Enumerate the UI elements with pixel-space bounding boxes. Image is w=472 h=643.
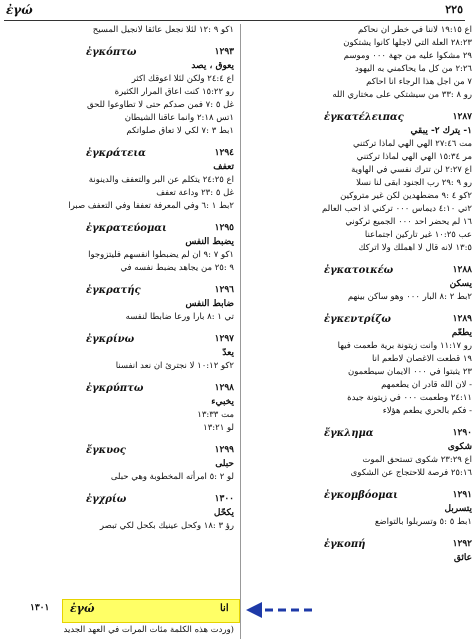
entry-meaning: يضبط النفس (185, 237, 234, 247)
text-line: ٢كو ١٠:١٢ لا نجترئ ان نعد انفسنا (115, 361, 234, 371)
text-line: ١كو ٧ :٩ ان لم يضبطوا انفسهم فليتزوجوا (88, 250, 234, 260)
highlighted-greek-word: ἐγώ (70, 602, 95, 615)
greek-word: ἐγκόπτω (86, 47, 137, 58)
entry-heading: ١٢٩٨ ἐγκρύπτω (86, 383, 234, 394)
entry-heading: ١٢٨٧ ἐγκατέλειπας (324, 112, 472, 123)
header-rule (4, 20, 465, 21)
highlighted-entry-number: ١٣٠١ (30, 603, 50, 613)
entry-heading: ١٢٩٣ ἐγκόπτω (86, 47, 234, 58)
text-line: اع ٢:٢٧ لن تترك نفسي في الهاوية (351, 165, 472, 175)
page-number: ٢٢٥ (445, 3, 463, 16)
text-line: رو ١٥:٢٢ كنت اعاق المرار الكثيرة (114, 87, 234, 97)
entry-meaning: شكوى (447, 442, 472, 452)
greek-word: ἐγκατέλειπας (324, 112, 404, 123)
greek-word: ἐγκρατής (86, 285, 141, 296)
entry-heading: ١٢٨٨ ἐγκατοικέω (324, 265, 472, 276)
greek-word: ἐγκοπή (324, 539, 366, 550)
entry-meaning: ضابط النفس (185, 299, 234, 309)
entry-heading: ١٢٩٢ ἐγκοπή (324, 539, 472, 550)
text-line: مر ١٥:٣٤ الهي الهي لماذا تركتني (356, 152, 472, 162)
entry-meaning: يطعّم (451, 328, 472, 338)
entry-meaning: يكحّل (213, 508, 234, 518)
entry-meaning: يخبيء (211, 397, 234, 407)
arrow-left-icon (244, 599, 314, 621)
entry-heading: ١٢٩٩ ἔγκυος (86, 445, 234, 456)
text-line: اع ٢٣:٢٩ شكوى تستحق الموت (362, 455, 472, 465)
text-line: - لان الله قادر ان يطعمهم (381, 380, 472, 390)
greek-word: ἐγκρατεύομαι (86, 223, 167, 234)
text-line: رو ١١:١٧ وانت زيتونة برية طعمت فيها (337, 341, 472, 351)
left-column (6, 24, 234, 533)
text-line: ١بط ٣ :٧ لكي لا تعاق صلواتكم (126, 126, 234, 136)
text-line: ١٦ لم يحضر احد ٠٠٠ الجميع تركوني (345, 217, 472, 227)
text-line: ١بط ٥ :٥ وتسربلوا بالتواضع (374, 517, 472, 527)
entry-meaning: تعفف (213, 162, 234, 172)
text-line: ٢٥:١٦ فرصة للاحتجاج عن الشكوى (350, 468, 472, 478)
text-line: ١٣:٥ لانه قال لا اهملك ولا اتركك (358, 243, 472, 253)
text-line: ٢٩ مشكوا عليه من جهة ٠٠٠ وموسم (343, 51, 472, 61)
right-column (244, 24, 472, 565)
text-line: اع ١٩:١٥ لاننا في خطر ان نحاكم (358, 25, 472, 35)
text-line: ٢٣ يثبتوا في ٠٠٠ الايمان سيطعمون (348, 367, 472, 377)
text-line: ٩ :٢٥ من يجاهد يضبط نفسه في (120, 263, 234, 273)
text-line: ٢بط ٢ :٨ البار ٠٠٠ وهو ساكن بينهم (347, 292, 472, 302)
entry-meaning: عائق (453, 553, 472, 563)
entry-heading: ١٢٨٩ ἐγκεντρίζω (324, 314, 472, 325)
text-line: ٢:٢٦ من كل ما يحاكمني به اليهود (354, 64, 472, 74)
text-line: ١٩ قطعت الاغصان لاطعم انا (372, 354, 472, 364)
entry-heading: ١٢٩٠ ἔγκλημα (324, 428, 472, 439)
text-line: مت ٢٧:٤٦ الهي الهي لماذا تركتني (352, 139, 472, 149)
text-line: غل ٥ :٢٣ وداعة تعفف (156, 188, 234, 198)
text-line: ١تس ٢:١٨ وانما عاقنا الشيطان (124, 113, 234, 123)
text-line: لو ١٣:٢١ (203, 423, 234, 433)
greek-word: ἐγκρίνω (86, 334, 135, 345)
text-line: تي ١ :٨ بارا ورعا ضابطا لنفسه (125, 312, 234, 322)
greek-word: ἐγχρίω (86, 494, 127, 505)
entry-heading: ١٢٩١ ἐγκομβόομαι (324, 490, 472, 501)
greek-word: ἐγκατοικέω (324, 265, 394, 276)
entry-meaning: يتسربل (444, 504, 472, 514)
entry-meaning: يعوق ، يصد (191, 61, 234, 71)
entry-heading: ١٢٩٧ ἐγκρίνω (86, 334, 234, 345)
entry-meaning: يسكن (449, 279, 472, 289)
text-line: رو ٩ :٢٩ رب الجنود ابقى لنا نسلا (356, 178, 472, 188)
text-line: ٢٨:٢٣ العلة التي لاجلها كانوا يشتكون (343, 38, 472, 48)
greek-word: ἔγκλημα (324, 428, 374, 439)
text-line: عب ١٠:٢٥ غير تاركين اجتماعنا (364, 230, 472, 240)
text-line: مت ١٣:٣٣ (197, 410, 234, 420)
text-line: لو ٢ :٥ امرأته المخطوبة وهي حبلى (110, 472, 234, 482)
greek-word: ἐγκρύπτω (86, 383, 144, 394)
entry-heading: ١٣٠٠ ἐγχρίω (86, 494, 234, 505)
text-line: (وردت هذه الكلمة مئات المرات في العهد الجديد (63, 625, 234, 635)
greek-word: ἐγκεντρίζω (324, 314, 391, 325)
entry-meaning: حبلى (215, 459, 234, 469)
text-line: اع ٢٤:٢٥ يتكلم عن البر والتعفف والدينونة (88, 175, 234, 185)
text-line: ٢بط ١ :٦ وفي المعرفة تعففا وفي التعفف صبرا (68, 201, 234, 211)
text-line: - فكم بالحري يطعم هؤلاء (382, 406, 472, 416)
text-line: ١كو ٩ :١٢ لئلا نجعل عائقا لانجيل المسيح (92, 25, 234, 35)
text-line: اع ٢٤:٤ ولكن لئلا اعوقك اكثر (131, 74, 234, 84)
header-greek-word: ἐγώ (6, 3, 33, 17)
text-line: ٢تي ٤:١٠ ديماس ٠٠٠ تركني اذ احب العالم (322, 204, 472, 214)
entry-meaning: ١- يترك ٢- يبقي (410, 126, 472, 136)
entry-meaning: يعدّ (222, 348, 234, 358)
text-line: ٧ من اجل هذا الرجاء انا احاكم (366, 77, 472, 87)
column-divider (240, 24, 241, 639)
entry-heading: ١٢٩٥ ἐγκρατεύομαι (86, 223, 234, 234)
text-line: ٢٤:١١ وطعمت ٠٠٠ في زيتونة جيدة (347, 393, 472, 403)
entry-heading: ١٢٩٤ ἐγκράτεια (86, 148, 234, 159)
greek-word: ἐγκομβόομαι (324, 490, 398, 501)
highlighted-entry-meaning: انا (220, 603, 229, 614)
greek-word: ἔγκυος (86, 445, 126, 456)
text-line: رو ٨ :٣٣ من سيشتكي على مختاري الله (332, 90, 472, 100)
text-line: رؤ ٣ :١٨ وكحل عينيك بكحل لكي تبصر (99, 521, 234, 531)
greek-word: ἐγκράτεια (86, 148, 146, 159)
text-line: ٢كو ٤ :٩ مضطهدين لكن غير متروكين (340, 191, 472, 201)
entry-heading: ١٢٩٦ ἐγκρατής (86, 285, 234, 296)
text-line: غل ٥ :٧ فمن صدكم حتى لا تطاوعوا للحق (87, 100, 234, 110)
